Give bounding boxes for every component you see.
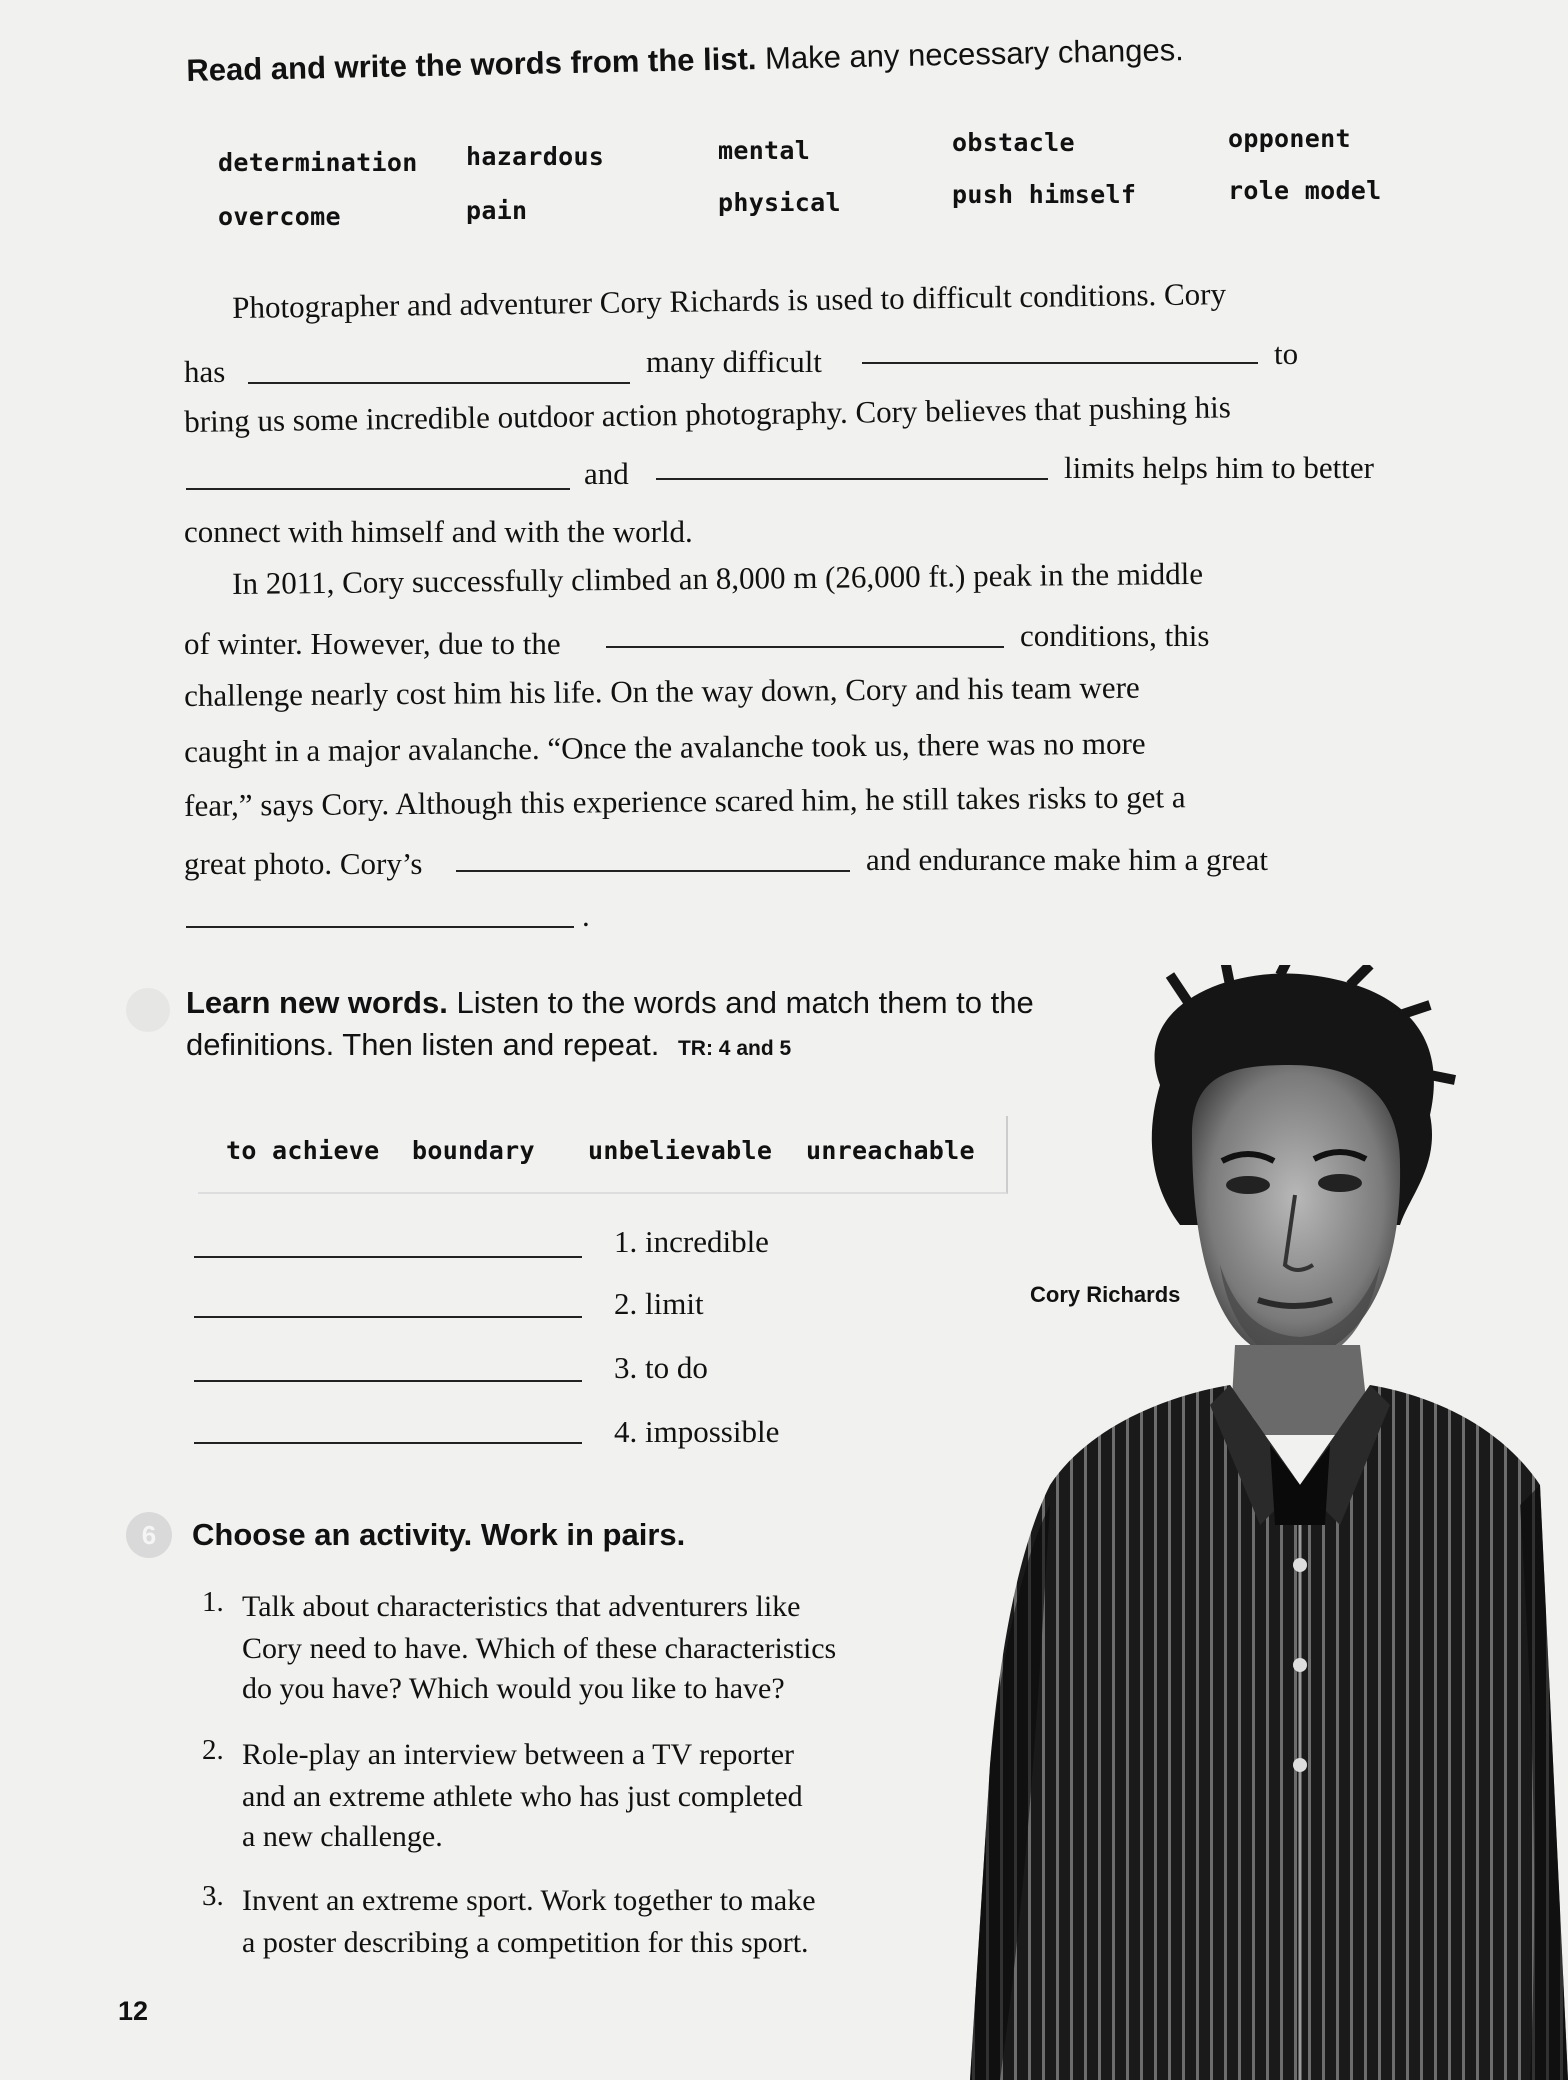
section-5-title-bold: Learn new words. (186, 985, 448, 1020)
word-box-item: unreachable (806, 1136, 975, 1165)
activity-number: 1. (202, 1586, 224, 1618)
word-bank-item: push himself (952, 180, 1137, 209)
answer-blank[interactable] (194, 1316, 582, 1318)
answer-blank[interactable] (186, 488, 570, 490)
answer-blank[interactable] (194, 1256, 582, 1258)
portrait-photo (930, 965, 1568, 2080)
section-6-title: Choose an activity. Work in pairs. (192, 1517, 686, 1552)
word-bank-item: overcome (218, 202, 341, 231)
answer-blank[interactable] (194, 1380, 582, 1382)
story-line: caught in a major avalanche. “Once the avalanche took us, there was no more (184, 725, 1146, 769)
definition-item: 1. incredible (614, 1224, 769, 1259)
answer-blank[interactable] (606, 646, 1004, 648)
activity-line: Role-play an interview between a TV reporter (242, 1738, 795, 1771)
story-line: limits helps him to better (1064, 450, 1374, 485)
story-line: fear,” says Cory. Although this experience scared him, he still takes risks to get a (184, 779, 1186, 823)
activity-number: 2. (202, 1734, 224, 1766)
section-5-title-rest: Listen to the words and match them to the (456, 985, 1034, 1020)
definition-item: 3. to do (614, 1350, 708, 1385)
answer-blank[interactable] (656, 478, 1048, 480)
word-bank-item: determination (218, 148, 418, 177)
story-line: In 2011, Cory successfully climbed an 8,000 m (26,000 ft.) peak in the middle (232, 555, 1204, 601)
story-line: great photo. Cory’s (184, 846, 423, 881)
story-line: to (1274, 336, 1299, 371)
story-line: of winter. However, due to the (184, 626, 561, 661)
word-bank-item: physical (718, 188, 841, 217)
answer-blank[interactable] (194, 1442, 582, 1444)
story-line: has (184, 354, 226, 389)
story-line: challenge nearly cost him his life. On the way down, Cory and his team were (184, 669, 1140, 713)
section-4-title-rest: Make any necessary changes. (764, 32, 1185, 76)
section-5-title-rest: definitions. Then listen and repeat. (186, 1026, 660, 1062)
section-5-number-badge (126, 988, 170, 1032)
story-line: Photographer and adventurer Cory Richards is used to difficult conditions. Cory (232, 276, 1227, 325)
word-bank (0, 0, 1568, 260)
section-5-title (186, 982, 1034, 1066)
activity-line: Invent an extreme sport. Work together to make (242, 1884, 816, 1917)
activity-line: a new challenge. (242, 1820, 443, 1853)
track-number: TR: 4 and 5 (677, 1036, 792, 1060)
story-line: connect with himself and with the world. (184, 514, 693, 549)
word-box-item: unbelievable (588, 1136, 773, 1165)
word-box-item: boundary (412, 1136, 535, 1165)
story-line: . (582, 898, 590, 933)
answer-blank[interactable] (186, 926, 574, 928)
answer-blank[interactable] (456, 870, 850, 872)
definition-item: 2. limit (614, 1286, 704, 1321)
story-line: many difficult (646, 344, 822, 379)
activity-line: and an extreme athlete who has just completed (242, 1780, 803, 1813)
word-bank-item: pain (466, 196, 528, 225)
word-bank-item: obstacle (952, 128, 1075, 157)
story-line: and (584, 456, 629, 491)
word-bank-item: hazardous (466, 142, 605, 171)
activity-line: a poster describing a competition for this sport. (242, 1926, 809, 1959)
activity-line: Cory need to have. Which of these characteristics (242, 1632, 837, 1665)
section-6-number-badge: 6 (126, 1512, 172, 1558)
section-5-word-box (198, 1116, 1008, 1194)
section-4-title-bold: Read and write the words from the list. (186, 41, 757, 88)
activity-line: Talk about characteristics that adventurers like (242, 1590, 801, 1623)
word-box-item: to achieve (226, 1136, 380, 1165)
activity-number: 3. (202, 1880, 224, 1912)
story-line: conditions, this (1020, 618, 1210, 653)
photo-caption: Cory Richards (1030, 1282, 1181, 1307)
story-line: and endurance make him a great (866, 842, 1268, 877)
word-bank-item: role model (1228, 176, 1382, 205)
answer-blank[interactable] (862, 362, 1258, 364)
page-number: 12 (118, 1996, 149, 2026)
answer-blank[interactable] (248, 382, 630, 384)
activity-line: do you have? Which would you like to have? (242, 1672, 785, 1705)
story-line: bring us some incredible outdoor action photography. Cory believes that pushing his (184, 389, 1232, 439)
word-bank-item: mental (718, 136, 811, 165)
definition-item: 4. impossible (614, 1414, 780, 1449)
word-bank-item: opponent (1228, 124, 1351, 153)
